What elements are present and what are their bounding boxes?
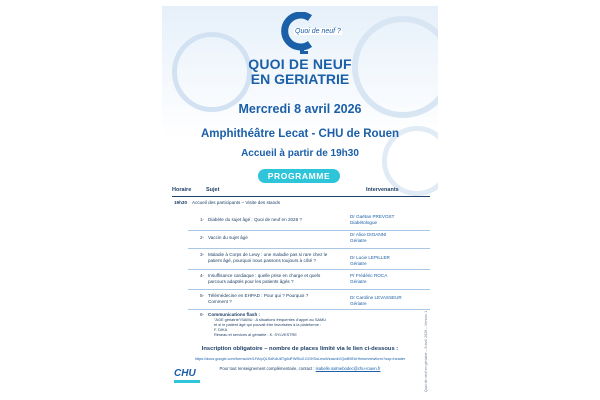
row-speaker-role: Gériatre (350, 261, 367, 266)
row-subject-cont: patient âgé, pourquoi nous passons toujours à côté ? (208, 258, 317, 263)
contact-text: Pour tout renseignement complémentaire, contact : (219, 366, 315, 371)
row-speaker-role: Diabétologue (350, 220, 378, 225)
row-subject: Maladie à Corps de Lewy : une maladie pas si rare chez le (208, 252, 328, 257)
row-number: 2- (200, 235, 205, 240)
row-subject: Diabète du sujet âgé : Quoi de neuf en 2026 ? (208, 217, 302, 222)
row-subject: Télémédecine en EHPAD : Pour qui ? Pourquoi ? (208, 293, 309, 298)
header-divider (172, 196, 430, 197)
logo-tagline: Quoi de neuf ? (295, 28, 341, 35)
programme-badge: PROGRAMME (258, 169, 340, 183)
header-speakers: Intervenants (366, 187, 399, 193)
contact-line (162, 366, 438, 371)
event-welcome: Accueil à partir de 19h30 (241, 148, 359, 159)
chu-logo: CHU (174, 368, 196, 379)
intro-time: 19h30 (174, 200, 188, 205)
row-speaker-role: Gériatre (350, 238, 367, 243)
row-subject-cont: Comment ? (208, 299, 232, 304)
row-speaker: Pr Frédéric ROCA (350, 273, 388, 278)
flash-bullet: "AGE gériatrie"/SAMU : A situations fréquentes d'appel au SAMU (214, 317, 327, 322)
row-speaker: Dr Caroline LEVASSEUR (350, 295, 402, 300)
flyer-page (162, 6, 438, 394)
title-line1: QUOI DE NEUF (248, 56, 352, 72)
chu-logo-bar (174, 380, 200, 383)
contact-email-link[interactable]: isabelle.salmebodec@chu-rouen.fr (315, 366, 381, 371)
event-date: Mercredi 8 avril 2026 (238, 102, 362, 116)
row-divider (188, 309, 430, 310)
header-subject: Sujet (206, 187, 220, 193)
row-subject-cont: parcours adaptés pour les patients âgés ? (208, 279, 294, 284)
row-number: 6- (200, 312, 205, 317)
row-subject: Insuffisance cardiaque : quelle prise en charge et quels (208, 273, 321, 278)
row-divider (188, 248, 430, 249)
row-speaker-role: Gériatre (350, 301, 367, 306)
side-note (424, 310, 430, 392)
flash-title: Communications flash : (208, 312, 261, 317)
registration-link[interactable]: https://docs.google.com/forms/d/e/1FAIpQLSdKdU8Tg6dFWf5u3.GGHSuLewWzasnkVQwB9EkHhmw/viewform?usp=header (194, 357, 406, 361)
registration-note: Inscription obligatoire – nombre de places limité via le lien ci-dessous : (201, 346, 399, 352)
row-subject: Vaccin du sujet âgé (208, 235, 248, 240)
row-divider (188, 289, 430, 290)
side-note-text: Quoi de neuf en gériatrie – 8 avril 2026 – Version 1 (424, 310, 428, 392)
row-speaker: Dr Alice DIOANNI (350, 232, 387, 237)
flash-bullet: Réseau et services al gériatrie : K. SYLVESTRE (214, 332, 297, 337)
row-speaker: Dr Lucie LEPILLER (350, 255, 390, 260)
row-divider (188, 269, 430, 270)
row-number: 5- (200, 293, 205, 298)
flash-bullet: F. DIKA (214, 327, 228, 332)
row-number: 3- (200, 252, 205, 257)
intro-text: Accueil des participants – Visite des stands (192, 200, 281, 205)
row-number: 1- (200, 217, 205, 222)
header-time: Horaire (172, 187, 192, 193)
row-divider (188, 230, 430, 231)
row-number: 4- (200, 273, 205, 278)
event-place: Amphithéâtre Lecat - CHU de Rouen (200, 128, 400, 140)
row-speaker-role: Gériatre (350, 279, 367, 284)
flash-bullet: et si le patient âgé qui pouvait être favorisées à la plateforme : (214, 322, 322, 327)
title-line2: EN GERIATRIE (250, 71, 350, 87)
row-speaker: Dr Gaëtan PREVOST (350, 214, 395, 219)
